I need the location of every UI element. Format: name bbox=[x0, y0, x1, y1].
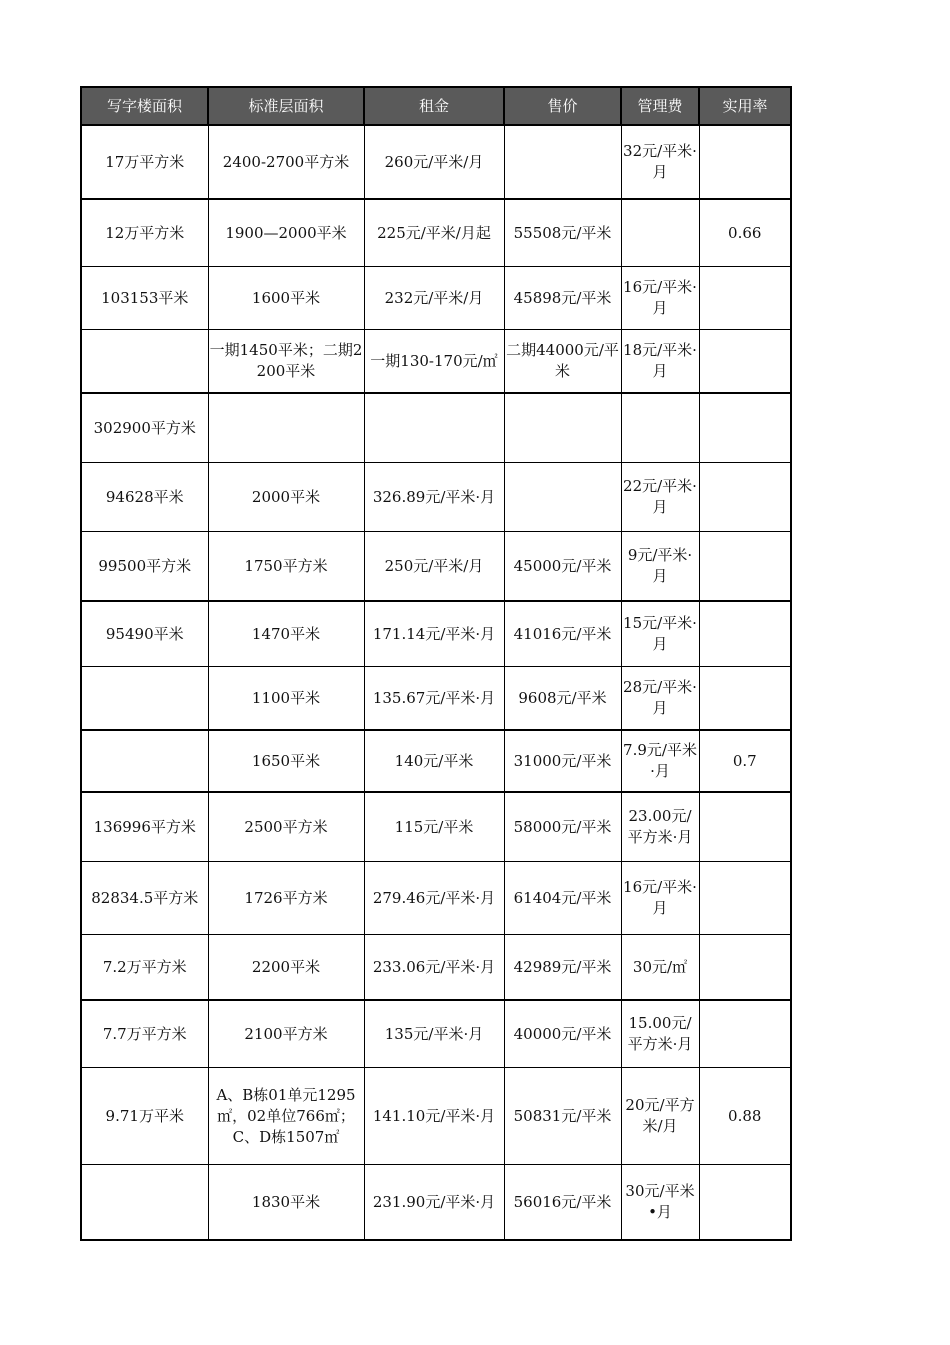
standard-floor-area-cell[interactable]: 1726平方米 bbox=[208, 862, 364, 935]
table-row bbox=[81, 267, 791, 330]
usage-rate-cell[interactable]: 0.66 bbox=[699, 199, 791, 267]
standard-floor-area-cell[interactable]: 1650平米 bbox=[208, 730, 364, 792]
management-fee-cell[interactable]: 16元/平米·月 bbox=[621, 862, 699, 935]
header-standard-floor-area[interactable]: 标准层面积 bbox=[208, 87, 364, 125]
table-row bbox=[81, 1068, 791, 1165]
office-area-cell[interactable] bbox=[81, 667, 208, 731]
office-area-cell[interactable]: 136996平方米 bbox=[81, 792, 208, 862]
standard-floor-area-cell[interactable]: 2500平方米 bbox=[208, 792, 364, 862]
standard-floor-area-cell[interactable]: 1600平米 bbox=[208, 267, 364, 330]
table-row bbox=[81, 792, 791, 862]
rent-cell[interactable]: 250元/平米/月 bbox=[364, 532, 504, 602]
table-row bbox=[81, 935, 791, 1001]
office-area-cell[interactable] bbox=[81, 1165, 208, 1241]
header-usage-rate[interactable]: 实用率 bbox=[699, 87, 791, 125]
table-row bbox=[81, 1165, 791, 1241]
standard-floor-area-cell[interactable]: 2000平米 bbox=[208, 463, 364, 532]
rent-cell[interactable] bbox=[364, 393, 504, 463]
rent-cell[interactable]: 140元/平米 bbox=[364, 730, 504, 792]
usage-rate-cell[interactable] bbox=[699, 125, 791, 199]
office-area-cell[interactable]: 82834.5平方米 bbox=[81, 862, 208, 935]
standard-floor-area-cell[interactable] bbox=[208, 393, 364, 463]
management-fee-cell[interactable]: 30元/㎡ bbox=[621, 935, 699, 1001]
office-area-cell[interactable]: 94628平米 bbox=[81, 463, 208, 532]
rent-cell[interactable]: 225元/平米/月起 bbox=[364, 199, 504, 267]
rent-cell[interactable]: 141.10元/平米·月 bbox=[364, 1068, 504, 1165]
standard-floor-area-cell[interactable]: 1830平米 bbox=[208, 1165, 364, 1241]
office-area-cell[interactable]: 7.2万平方米 bbox=[81, 935, 208, 1001]
sale-price-cell[interactable]: 45898元/平米 bbox=[504, 267, 621, 330]
management-fee-cell[interactable] bbox=[621, 199, 699, 267]
usage-rate-cell[interactable] bbox=[699, 792, 791, 862]
sale-price-cell[interactable]: 61404元/平米 bbox=[504, 862, 621, 935]
office-area-cell[interactable]: 99500平方米 bbox=[81, 532, 208, 602]
management-fee-cell[interactable]: 18元/平米·月 bbox=[621, 330, 699, 394]
sale-price-cell[interactable] bbox=[504, 463, 621, 532]
office-area-cell[interactable]: 17万平方米 bbox=[81, 125, 208, 199]
table-body bbox=[81, 125, 791, 1240]
sale-price-cell[interactable]: 58000元/平米 bbox=[504, 792, 621, 862]
table-row bbox=[81, 125, 791, 199]
management-fee-cell[interactable]: 15.00元/平方米·月 bbox=[621, 1000, 699, 1068]
rent-cell[interactable]: 115元/平米 bbox=[364, 792, 504, 862]
usage-rate-cell[interactable]: 0.7 bbox=[699, 730, 791, 792]
management-fee-cell[interactable]: 30元/平米•月 bbox=[621, 1165, 699, 1241]
management-fee-cell[interactable]: 23.00元/平方米·月 bbox=[621, 792, 699, 862]
header-office-area[interactable]: 写字楼面积 bbox=[81, 87, 208, 125]
standard-floor-area-cell[interactable]: 1470平米 bbox=[208, 601, 364, 667]
office-area-cell[interactable]: 302900平方米 bbox=[81, 393, 208, 463]
management-fee-cell[interactable]: 20元/平方米/月 bbox=[621, 1068, 699, 1165]
usage-rate-cell[interactable] bbox=[699, 1000, 791, 1068]
rent-cell[interactable]: 一期130-170元/㎡ bbox=[364, 330, 504, 394]
management-fee-cell[interactable] bbox=[621, 393, 699, 463]
table-row bbox=[81, 463, 791, 532]
rent-cell[interactable]: 135.67元/平米·月 bbox=[364, 667, 504, 731]
rent-cell[interactable]: 231.90元/平米·月 bbox=[364, 1165, 504, 1241]
rent-cell[interactable]: 233.06元/平米·月 bbox=[364, 935, 504, 1001]
usage-rate-cell[interactable]: 0.88 bbox=[699, 1068, 791, 1165]
usage-rate-cell[interactable] bbox=[699, 862, 791, 935]
usage-rate-cell[interactable] bbox=[699, 935, 791, 1001]
usage-rate-cell[interactable] bbox=[699, 267, 791, 330]
office-area-cell[interactable] bbox=[81, 730, 208, 792]
header-rent[interactable]: 租金 bbox=[364, 87, 504, 125]
table-row bbox=[81, 199, 791, 267]
usage-rate-cell[interactable] bbox=[699, 532, 791, 602]
table-row bbox=[81, 601, 791, 667]
usage-rate-cell[interactable] bbox=[699, 330, 791, 394]
management-fee-cell[interactable]: 7.9元/平米·月 bbox=[621, 730, 699, 792]
sale-price-cell[interactable]: 50831元/平米 bbox=[504, 1068, 621, 1165]
usage-rate-cell[interactable] bbox=[699, 463, 791, 532]
management-fee-cell[interactable]: 16元/平米·月 bbox=[621, 267, 699, 330]
rent-cell[interactable]: 260元/平米/月 bbox=[364, 125, 504, 199]
header-row bbox=[81, 87, 791, 125]
office-area-cell[interactable]: 103153平米 bbox=[81, 267, 208, 330]
standard-floor-area-cell[interactable]: 1100平米 bbox=[208, 667, 364, 731]
rent-cell[interactable]: 171.14元/平米·月 bbox=[364, 601, 504, 667]
table-row bbox=[81, 730, 791, 792]
management-fee-cell[interactable]: 28元/平米·月 bbox=[621, 667, 699, 731]
management-fee-cell[interactable]: 15元/平米·月 bbox=[621, 601, 699, 667]
office-area-cell[interactable]: 9.71万平米 bbox=[81, 1068, 208, 1165]
rent-cell[interactable]: 326.89元/平米·月 bbox=[364, 463, 504, 532]
sale-price-cell[interactable]: 40000元/平米 bbox=[504, 1000, 621, 1068]
office-area-cell[interactable]: 95490平米 bbox=[81, 601, 208, 667]
sale-price-cell[interactable] bbox=[504, 125, 621, 199]
standard-floor-area-cell[interactable]: 1750平方米 bbox=[208, 532, 364, 602]
usage-rate-cell[interactable] bbox=[699, 393, 791, 463]
sale-price-cell[interactable]: 二期44000元/平米 bbox=[504, 330, 621, 394]
standard-floor-area-cell[interactable]: A、B栋01单元1295㎡，02单位766㎡；C、D栋1507㎡ bbox=[208, 1068, 364, 1165]
rent-cell[interactable]: 232元/平米/月 bbox=[364, 267, 504, 330]
office-area-cell[interactable]: 7.7万平方米 bbox=[81, 1000, 208, 1068]
management-fee-cell[interactable]: 22元/平米·月 bbox=[621, 463, 699, 532]
table-row bbox=[81, 1000, 791, 1068]
usage-rate-cell[interactable] bbox=[699, 667, 791, 731]
table-row bbox=[81, 862, 791, 935]
usage-rate-cell[interactable] bbox=[699, 601, 791, 667]
header-sale-price[interactable]: 售价 bbox=[504, 87, 621, 125]
sale-price-cell[interactable]: 9608元/平米 bbox=[504, 667, 621, 731]
rent-cell[interactable]: 135元/平米·月 bbox=[364, 1000, 504, 1068]
standard-floor-area-cell[interactable]: 2400-2700平方米 bbox=[208, 125, 364, 199]
office-area-cell[interactable]: 12万平方米 bbox=[81, 199, 208, 267]
sale-price-cell[interactable]: 31000元/平米 bbox=[504, 730, 621, 792]
usage-rate-cell[interactable] bbox=[699, 1165, 791, 1241]
sale-price-cell[interactable]: 56016元/平米 bbox=[504, 1165, 621, 1241]
standard-floor-area-cell[interactable]: 1900—2000平米 bbox=[208, 199, 364, 267]
management-fee-cell[interactable]: 9元/平米·月 bbox=[621, 532, 699, 602]
standard-floor-area-cell[interactable]: 2200平米 bbox=[208, 935, 364, 1001]
table-row bbox=[81, 393, 791, 463]
sale-price-cell[interactable]: 41016元/平米 bbox=[504, 601, 621, 667]
table-row bbox=[81, 330, 791, 394]
sale-price-cell[interactable]: 42989元/平米 bbox=[504, 935, 621, 1001]
standard-floor-area-cell[interactable]: 一期1450平米；二期2200平米 bbox=[208, 330, 364, 394]
office-data-table bbox=[80, 86, 792, 1241]
office-area-cell[interactable] bbox=[81, 330, 208, 394]
table-row bbox=[81, 667, 791, 731]
rent-cell[interactable]: 279.46元/平米·月 bbox=[364, 862, 504, 935]
sale-price-cell[interactable] bbox=[504, 393, 621, 463]
header-management-fee[interactable]: 管理费 bbox=[621, 87, 699, 125]
management-fee-cell[interactable]: 32元/平米·月 bbox=[621, 125, 699, 199]
standard-floor-area-cell[interactable]: 2100平方米 bbox=[208, 1000, 364, 1068]
sale-price-cell[interactable]: 55508元/平米 bbox=[504, 199, 621, 267]
sale-price-cell[interactable]: 45000元/平米 bbox=[504, 532, 621, 602]
table-row bbox=[81, 532, 791, 602]
